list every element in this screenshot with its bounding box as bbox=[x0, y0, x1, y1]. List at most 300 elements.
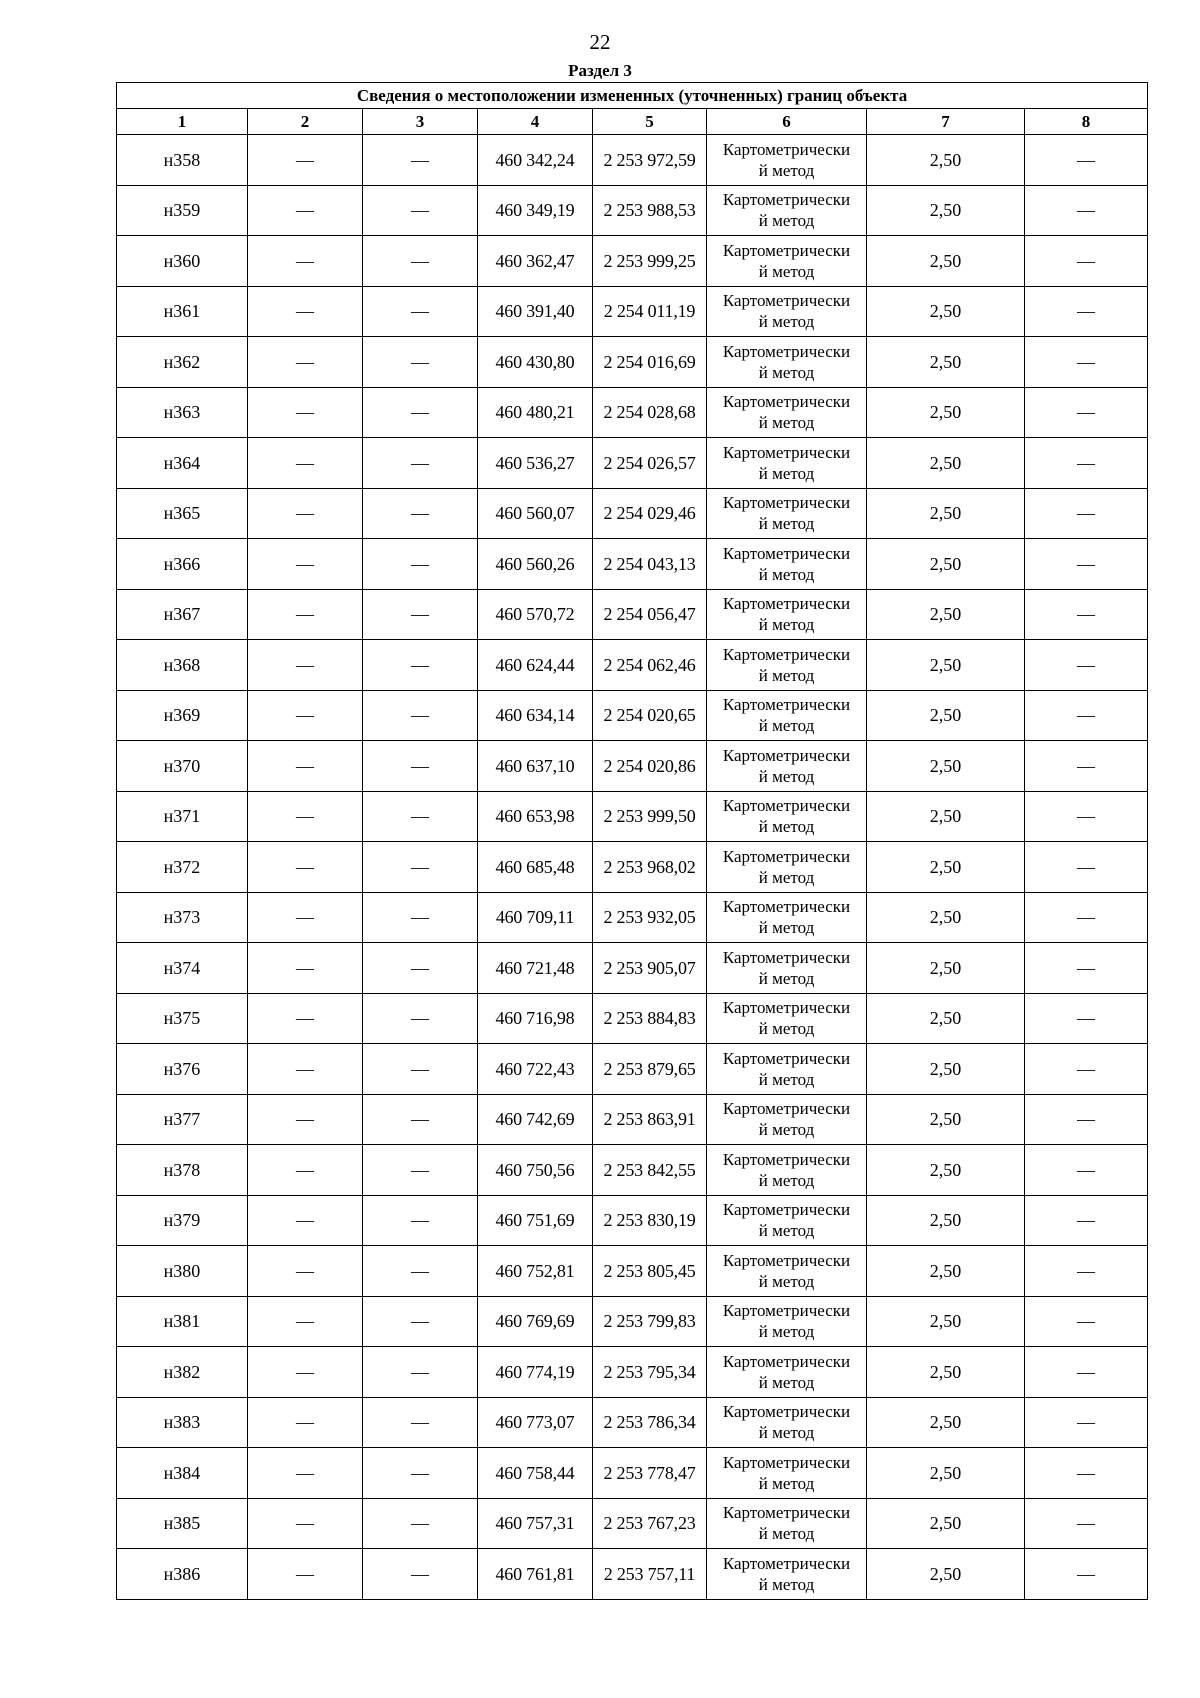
x-coordinate-cell: 460 430,80 bbox=[478, 337, 593, 388]
column-3-cell: — bbox=[363, 892, 478, 943]
column-2-cell: — bbox=[248, 589, 363, 640]
y-coordinate-cell: 2 253 767,23 bbox=[593, 1498, 707, 1549]
table-row bbox=[117, 791, 1148, 842]
y-coordinate-cell: 2 254 026,57 bbox=[593, 438, 707, 489]
method-line: й метод bbox=[758, 1069, 815, 1089]
column-3-cell: — bbox=[363, 438, 478, 489]
x-coordinate-cell: 460 751,69 bbox=[478, 1195, 593, 1246]
y-coordinate-cell: 2 253 863,91 bbox=[593, 1094, 707, 1145]
accuracy-cell: 2,50 bbox=[867, 1498, 1025, 1549]
x-coordinate-cell: 460 757,31 bbox=[478, 1498, 593, 1549]
column-2-cell: — bbox=[248, 1296, 363, 1347]
method-line: Картометрически bbox=[722, 1503, 851, 1523]
method-line: Картометрически bbox=[722, 139, 851, 159]
column-3-cell: — bbox=[363, 539, 478, 590]
column-2-cell: — bbox=[248, 1094, 363, 1145]
column-2-cell: — bbox=[248, 286, 363, 337]
column-8-cell: — bbox=[1025, 185, 1148, 236]
method-line: Картометрически bbox=[722, 291, 851, 311]
x-coordinate-cell: 460 685,48 bbox=[478, 842, 593, 893]
accuracy-cell: 2,50 bbox=[867, 842, 1025, 893]
point-cell: н384 bbox=[117, 1448, 248, 1499]
method-line: й метод bbox=[758, 1524, 815, 1544]
accuracy-cell: 2,50 bbox=[867, 387, 1025, 438]
x-coordinate-cell: 460 570,72 bbox=[478, 589, 593, 640]
table-row bbox=[117, 842, 1148, 893]
column-2-cell: — bbox=[248, 791, 363, 842]
x-coordinate-cell: 460 536,27 bbox=[478, 438, 593, 489]
point-cell: н361 bbox=[117, 286, 248, 337]
method-cell bbox=[707, 1296, 867, 1347]
y-coordinate-cell: 2 253 972,59 bbox=[593, 135, 707, 186]
method-line: Картометрически bbox=[722, 1553, 851, 1573]
method-line: й метод bbox=[758, 1473, 815, 1493]
column-3-cell: — bbox=[363, 640, 478, 691]
method-line: Картометрически bbox=[722, 745, 851, 765]
column-2-cell: — bbox=[248, 1347, 363, 1398]
accuracy-cell: 2,50 bbox=[867, 286, 1025, 337]
accuracy-cell: 2,50 bbox=[867, 943, 1025, 994]
table-row bbox=[117, 1498, 1148, 1549]
column-header: 7 bbox=[867, 109, 1025, 135]
table-row bbox=[117, 539, 1148, 590]
column-header: 2 bbox=[248, 109, 363, 135]
accuracy-cell: 2,50 bbox=[867, 892, 1025, 943]
y-coordinate-cell: 2 253 830,19 bbox=[593, 1195, 707, 1246]
x-coordinate-cell: 460 391,40 bbox=[478, 286, 593, 337]
column-8-cell: — bbox=[1025, 286, 1148, 337]
y-coordinate-cell: 2 254 056,47 bbox=[593, 589, 707, 640]
y-coordinate-cell: 2 254 028,68 bbox=[593, 387, 707, 438]
point-cell: н371 bbox=[117, 791, 248, 842]
method-cell bbox=[707, 337, 867, 388]
column-2-cell: — bbox=[248, 1549, 363, 1600]
point-cell: н378 bbox=[117, 1145, 248, 1196]
accuracy-cell: 2,50 bbox=[867, 337, 1025, 388]
method-cell bbox=[707, 1246, 867, 1297]
method-line: Картометрически bbox=[722, 392, 851, 412]
point-cell: н368 bbox=[117, 640, 248, 691]
point-cell: н358 bbox=[117, 135, 248, 186]
column-2-cell: — bbox=[248, 438, 363, 489]
y-coordinate-cell: 2 254 011,19 bbox=[593, 286, 707, 337]
table-row bbox=[117, 892, 1148, 943]
column-3-cell: — bbox=[363, 1246, 478, 1297]
y-coordinate-cell: 2 254 062,46 bbox=[593, 640, 707, 691]
table-row bbox=[117, 1246, 1148, 1297]
table-row bbox=[117, 640, 1148, 691]
method-line: й метод bbox=[758, 1120, 815, 1140]
accuracy-cell: 2,50 bbox=[867, 1347, 1025, 1398]
method-cell bbox=[707, 387, 867, 438]
method-cell bbox=[707, 286, 867, 337]
method-line: Картометрически bbox=[722, 1402, 851, 1422]
method-line: Картометрически bbox=[722, 846, 851, 866]
table-row bbox=[117, 286, 1148, 337]
y-coordinate-cell: 2 253 884,83 bbox=[593, 993, 707, 1044]
table-row bbox=[117, 1145, 1148, 1196]
column-2-cell: — bbox=[248, 185, 363, 236]
x-coordinate-cell: 460 634,14 bbox=[478, 690, 593, 741]
y-coordinate-cell: 2 254 020,65 bbox=[593, 690, 707, 741]
x-coordinate-cell: 460 773,07 bbox=[478, 1397, 593, 1448]
method-line: й метод bbox=[758, 968, 815, 988]
method-cell bbox=[707, 1549, 867, 1600]
page-number: 22 bbox=[589, 30, 611, 54]
method-line: Картометрически bbox=[722, 1200, 851, 1220]
accuracy-cell: 2,50 bbox=[867, 1549, 1025, 1600]
method-line: Картометрически bbox=[722, 594, 851, 614]
column-3-cell: — bbox=[363, 387, 478, 438]
point-cell: н364 bbox=[117, 438, 248, 489]
column-3-cell: — bbox=[363, 488, 478, 539]
y-coordinate-cell: 2 254 020,86 bbox=[593, 741, 707, 792]
table-row bbox=[117, 337, 1148, 388]
method-line: й метод bbox=[758, 1574, 815, 1594]
point-cell: н376 bbox=[117, 1044, 248, 1095]
table-row bbox=[117, 943, 1148, 994]
table-row bbox=[117, 1549, 1148, 1600]
method-line: й метод bbox=[758, 817, 815, 837]
accuracy-cell: 2,50 bbox=[867, 1094, 1025, 1145]
point-cell: н377 bbox=[117, 1094, 248, 1145]
method-line: Картометрически bbox=[722, 796, 851, 816]
accuracy-cell: 2,50 bbox=[867, 135, 1025, 186]
accuracy-cell: 2,50 bbox=[867, 236, 1025, 287]
method-line: й метод bbox=[758, 1271, 815, 1291]
method-cell bbox=[707, 892, 867, 943]
column-3-cell: — bbox=[363, 1498, 478, 1549]
method-line: Картометрически bbox=[722, 341, 851, 361]
method-line: й метод bbox=[758, 1221, 815, 1241]
column-8-cell: — bbox=[1025, 993, 1148, 1044]
method-line: й метод bbox=[758, 716, 815, 736]
column-8-cell: — bbox=[1025, 690, 1148, 741]
method-cell bbox=[707, 1044, 867, 1095]
x-coordinate-cell: 460 721,48 bbox=[478, 943, 593, 994]
point-cell: н367 bbox=[117, 589, 248, 640]
table-title: Сведения о местоположении измененных (уточненных) границ объекта bbox=[117, 83, 1148, 109]
method-line: й метод bbox=[758, 514, 815, 534]
table-row bbox=[117, 185, 1148, 236]
column-3-cell: — bbox=[363, 1094, 478, 1145]
x-coordinate-cell: 460 716,98 bbox=[478, 993, 593, 1044]
column-2-cell: — bbox=[248, 1195, 363, 1246]
method-cell bbox=[707, 1498, 867, 1549]
accuracy-cell: 2,50 bbox=[867, 1246, 1025, 1297]
method-line: Картометрически bbox=[722, 1351, 851, 1371]
x-coordinate-cell: 460 624,44 bbox=[478, 640, 593, 691]
table-row bbox=[117, 741, 1148, 792]
point-cell: н372 bbox=[117, 842, 248, 893]
accuracy-cell: 2,50 bbox=[867, 690, 1025, 741]
column-2-cell: — bbox=[248, 892, 363, 943]
column-3-cell: — bbox=[363, 1397, 478, 1448]
method-line: Картометрически bbox=[722, 644, 851, 664]
method-line: й метод bbox=[758, 867, 815, 887]
column-3-cell: — bbox=[363, 1044, 478, 1095]
column-3-cell: — bbox=[363, 1195, 478, 1246]
column-3-cell: — bbox=[363, 842, 478, 893]
column-8-cell: — bbox=[1025, 1296, 1148, 1347]
column-3-cell: — bbox=[363, 993, 478, 1044]
method-cell bbox=[707, 842, 867, 893]
method-cell bbox=[707, 236, 867, 287]
column-3-cell: — bbox=[363, 1347, 478, 1398]
method-cell bbox=[707, 539, 867, 590]
column-8-cell: — bbox=[1025, 539, 1148, 590]
column-8-cell: — bbox=[1025, 1448, 1148, 1499]
y-coordinate-cell: 2 253 805,45 bbox=[593, 1246, 707, 1297]
method-cell bbox=[707, 1195, 867, 1246]
point-cell: н381 bbox=[117, 1296, 248, 1347]
method-cell bbox=[707, 993, 867, 1044]
y-coordinate-cell: 2 254 029,46 bbox=[593, 488, 707, 539]
column-2-cell: — bbox=[248, 1246, 363, 1297]
y-coordinate-cell: 2 254 016,69 bbox=[593, 337, 707, 388]
column-3-cell: — bbox=[363, 1448, 478, 1499]
method-cell bbox=[707, 741, 867, 792]
x-coordinate-cell: 460 758,44 bbox=[478, 1448, 593, 1499]
accuracy-cell: 2,50 bbox=[867, 1145, 1025, 1196]
method-cell bbox=[707, 1145, 867, 1196]
column-3-cell: — bbox=[363, 135, 478, 186]
y-coordinate-cell: 2 253 999,25 bbox=[593, 236, 707, 287]
column-header: 8 bbox=[1025, 109, 1148, 135]
point-cell: н365 bbox=[117, 488, 248, 539]
accuracy-cell: 2,50 bbox=[867, 741, 1025, 792]
column-8-cell: — bbox=[1025, 387, 1148, 438]
point-cell: н383 bbox=[117, 1397, 248, 1448]
accuracy-cell: 2,50 bbox=[867, 640, 1025, 691]
column-header: 5 bbox=[593, 109, 707, 135]
method-cell bbox=[707, 185, 867, 236]
column-8-cell: — bbox=[1025, 640, 1148, 691]
column-8-cell: — bbox=[1025, 842, 1148, 893]
point-cell: н375 bbox=[117, 993, 248, 1044]
y-coordinate-cell: 2 253 999,50 bbox=[593, 791, 707, 842]
method-line: Картометрически bbox=[722, 543, 851, 563]
column-8-cell: — bbox=[1025, 1347, 1148, 1398]
x-coordinate-cell: 460 342,24 bbox=[478, 135, 593, 186]
method-line: й метод bbox=[758, 766, 815, 786]
method-line: Картометрически bbox=[722, 1149, 851, 1169]
table-row bbox=[117, 589, 1148, 640]
method-line: й метод bbox=[758, 413, 815, 433]
method-cell bbox=[707, 488, 867, 539]
column-2-cell: — bbox=[248, 741, 363, 792]
section-title: Раздел 3 bbox=[568, 61, 632, 80]
table-row bbox=[117, 135, 1148, 186]
column-8-cell: — bbox=[1025, 488, 1148, 539]
column-3-cell: — bbox=[363, 1296, 478, 1347]
method-line: й метод bbox=[758, 1322, 815, 1342]
method-line: Картометрически bbox=[722, 1250, 851, 1270]
accuracy-cell: 2,50 bbox=[867, 1296, 1025, 1347]
point-cell: н382 bbox=[117, 1347, 248, 1398]
point-cell: н362 bbox=[117, 337, 248, 388]
column-2-cell: — bbox=[248, 236, 363, 287]
column-8-cell: — bbox=[1025, 1397, 1148, 1448]
y-coordinate-cell: 2 253 795,34 bbox=[593, 1347, 707, 1398]
method-line: й метод bbox=[758, 312, 815, 332]
method-line: Картометрически bbox=[722, 190, 851, 210]
accuracy-cell: 2,50 bbox=[867, 791, 1025, 842]
method-line: й метод bbox=[758, 564, 815, 584]
accuracy-cell: 2,50 bbox=[867, 1448, 1025, 1499]
method-line: й метод bbox=[758, 1423, 815, 1443]
column-2-cell: — bbox=[248, 842, 363, 893]
method-cell bbox=[707, 135, 867, 186]
column-8-cell: — bbox=[1025, 1094, 1148, 1145]
column-2-cell: — bbox=[248, 943, 363, 994]
column-8-cell: — bbox=[1025, 943, 1148, 994]
method-line: й метод bbox=[758, 463, 815, 483]
column-2-cell: — bbox=[248, 1397, 363, 1448]
column-8-cell: — bbox=[1025, 1549, 1148, 1600]
column-3-cell: — bbox=[363, 1549, 478, 1600]
column-8-cell: — bbox=[1025, 741, 1148, 792]
x-coordinate-cell: 460 653,98 bbox=[478, 791, 593, 842]
column-8-cell: — bbox=[1025, 337, 1148, 388]
point-cell: н379 bbox=[117, 1195, 248, 1246]
point-cell: н385 bbox=[117, 1498, 248, 1549]
column-header: 4 bbox=[478, 109, 593, 135]
y-coordinate-cell: 2 254 043,13 bbox=[593, 539, 707, 590]
column-2-cell: — bbox=[248, 1498, 363, 1549]
method-line: Картометрически bbox=[722, 442, 851, 462]
y-coordinate-cell: 2 253 879,65 bbox=[593, 1044, 707, 1095]
x-coordinate-cell: 460 709,11 bbox=[478, 892, 593, 943]
column-header-row bbox=[117, 109, 1148, 135]
method-line: й метод bbox=[758, 1170, 815, 1190]
point-cell: н370 bbox=[117, 741, 248, 792]
column-2-cell: — bbox=[248, 488, 363, 539]
method-cell bbox=[707, 1448, 867, 1499]
point-cell: н359 bbox=[117, 185, 248, 236]
column-3-cell: — bbox=[363, 741, 478, 792]
column-8-cell: — bbox=[1025, 1195, 1148, 1246]
x-coordinate-cell: 460 722,43 bbox=[478, 1044, 593, 1095]
column-2-cell: — bbox=[248, 539, 363, 590]
column-2-cell: — bbox=[248, 1145, 363, 1196]
column-3-cell: — bbox=[363, 690, 478, 741]
table-row bbox=[117, 488, 1148, 539]
x-coordinate-cell: 460 761,81 bbox=[478, 1549, 593, 1600]
method-line: Картометрически bbox=[722, 1048, 851, 1068]
method-line: Картометрически bbox=[722, 947, 851, 967]
accuracy-cell: 2,50 bbox=[867, 1397, 1025, 1448]
column-3-cell: — bbox=[363, 1145, 478, 1196]
method-cell bbox=[707, 438, 867, 489]
column-3-cell: — bbox=[363, 589, 478, 640]
method-line: й метод bbox=[758, 211, 815, 231]
point-cell: н369 bbox=[117, 690, 248, 741]
table-row bbox=[117, 1195, 1148, 1246]
y-coordinate-cell: 2 253 786,34 bbox=[593, 1397, 707, 1448]
accuracy-cell: 2,50 bbox=[867, 1195, 1025, 1246]
table-row bbox=[117, 438, 1148, 489]
method-cell bbox=[707, 1094, 867, 1145]
column-header: 1 bbox=[117, 109, 248, 135]
column-8-cell: — bbox=[1025, 589, 1148, 640]
column-header: 3 bbox=[363, 109, 478, 135]
method-line: Картометрически bbox=[722, 1452, 851, 1472]
method-line: Картометрически bbox=[722, 695, 851, 715]
method-line: й метод bbox=[758, 665, 815, 685]
y-coordinate-cell: 2 253 968,02 bbox=[593, 842, 707, 893]
column-2-cell: — bbox=[248, 690, 363, 741]
x-coordinate-cell: 460 774,19 bbox=[478, 1347, 593, 1398]
method-line: й метод bbox=[758, 362, 815, 382]
x-coordinate-cell: 460 769,69 bbox=[478, 1296, 593, 1347]
point-cell: н386 bbox=[117, 1549, 248, 1600]
method-line: Картометрически bbox=[722, 1099, 851, 1119]
accuracy-cell: 2,50 bbox=[867, 185, 1025, 236]
boundary-coordinates-table bbox=[116, 82, 1148, 1600]
x-coordinate-cell: 460 349,19 bbox=[478, 185, 593, 236]
method-line: й метод bbox=[758, 160, 815, 180]
column-2-cell: — bbox=[248, 135, 363, 186]
point-cell: н374 bbox=[117, 943, 248, 994]
table-body bbox=[117, 135, 1148, 1600]
table-row bbox=[117, 236, 1148, 287]
accuracy-cell: 2,50 bbox=[867, 539, 1025, 590]
accuracy-cell: 2,50 bbox=[867, 438, 1025, 489]
x-coordinate-cell: 460 750,56 bbox=[478, 1145, 593, 1196]
point-cell: н363 bbox=[117, 387, 248, 438]
accuracy-cell: 2,50 bbox=[867, 993, 1025, 1044]
y-coordinate-cell: 2 253 905,07 bbox=[593, 943, 707, 994]
method-cell bbox=[707, 943, 867, 994]
method-line: й метод bbox=[758, 1019, 815, 1039]
method-cell bbox=[707, 791, 867, 842]
method-line: Картометрически bbox=[722, 1301, 851, 1321]
column-2-cell: — bbox=[248, 337, 363, 388]
column-2-cell: — bbox=[248, 387, 363, 438]
table-row bbox=[117, 1347, 1148, 1398]
y-coordinate-cell: 2 253 778,47 bbox=[593, 1448, 707, 1499]
column-2-cell: — bbox=[248, 1448, 363, 1499]
method-line: Картометрически bbox=[722, 493, 851, 513]
method-line: й метод bbox=[758, 261, 815, 281]
column-8-cell: — bbox=[1025, 1145, 1148, 1196]
column-3-cell: — bbox=[363, 337, 478, 388]
method-cell bbox=[707, 690, 867, 741]
accuracy-cell: 2,50 bbox=[867, 488, 1025, 539]
column-8-cell: — bbox=[1025, 791, 1148, 842]
column-3-cell: — bbox=[363, 286, 478, 337]
table-row bbox=[117, 387, 1148, 438]
column-8-cell: — bbox=[1025, 1246, 1148, 1297]
table-row bbox=[117, 690, 1148, 741]
x-coordinate-cell: 460 637,10 bbox=[478, 741, 593, 792]
column-3-cell: — bbox=[363, 236, 478, 287]
x-coordinate-cell: 460 560,07 bbox=[478, 488, 593, 539]
accuracy-cell: 2,50 bbox=[867, 1044, 1025, 1095]
column-8-cell: — bbox=[1025, 236, 1148, 287]
table-row bbox=[117, 1296, 1148, 1347]
table-row bbox=[117, 1044, 1148, 1095]
y-coordinate-cell: 2 253 799,83 bbox=[593, 1296, 707, 1347]
method-line: й метод bbox=[758, 1372, 815, 1392]
method-cell bbox=[707, 589, 867, 640]
x-coordinate-cell: 460 742,69 bbox=[478, 1094, 593, 1145]
column-3-cell: — bbox=[363, 185, 478, 236]
table-row bbox=[117, 1448, 1148, 1499]
method-line: Картометрически bbox=[722, 998, 851, 1018]
y-coordinate-cell: 2 253 988,53 bbox=[593, 185, 707, 236]
